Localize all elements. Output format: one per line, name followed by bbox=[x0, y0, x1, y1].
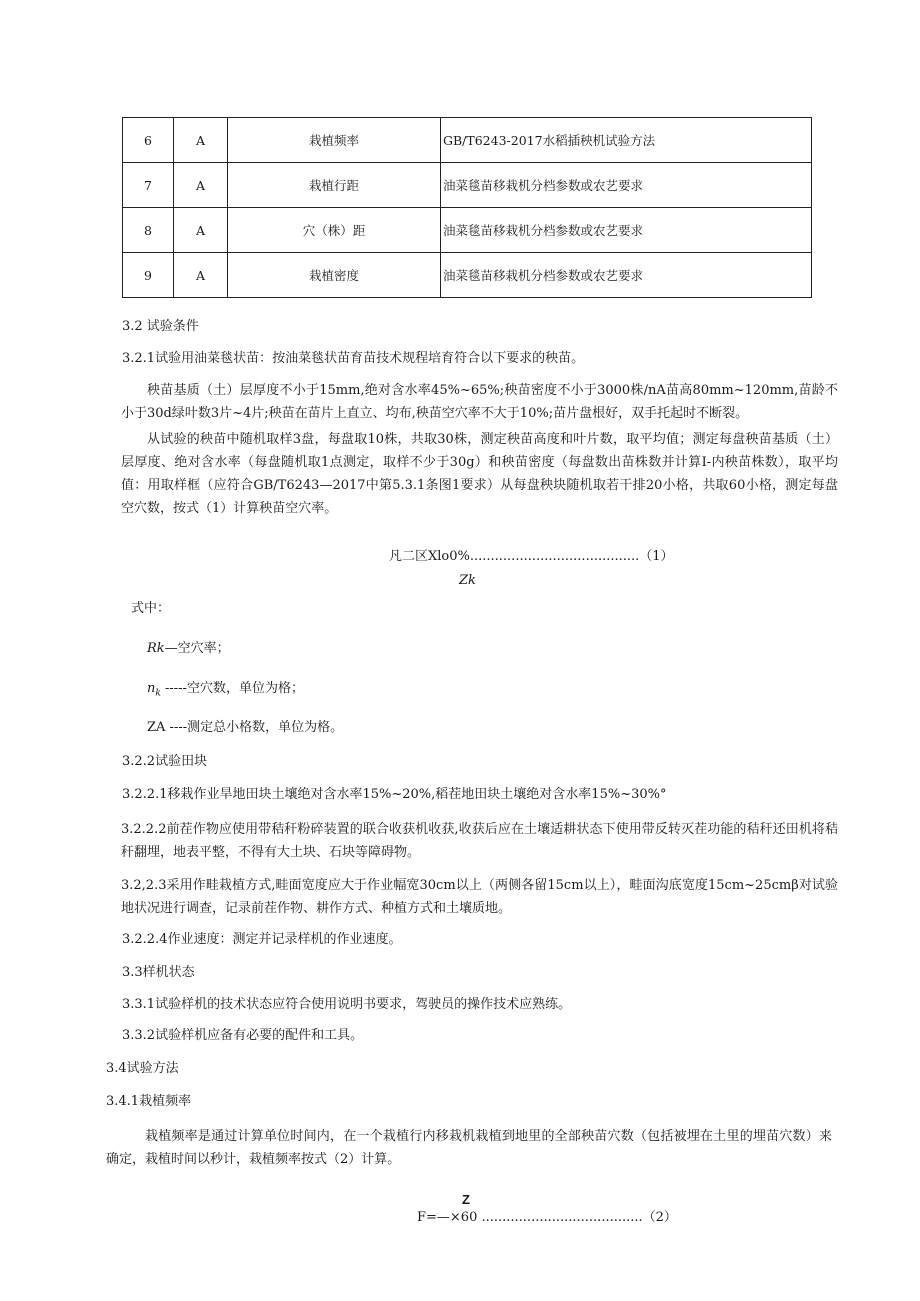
row-item: 穴（株）距 bbox=[228, 208, 441, 253]
row-class: A bbox=[174, 253, 228, 298]
section-3-4-heading: 3.4试验方法 bbox=[106, 1061, 179, 1076]
section-3-3-2: 3.3.2试验样机应备有必要的配件和工具。 bbox=[122, 1028, 364, 1043]
spec-table bbox=[122, 117, 812, 298]
section-3-2-heading: 3.2 试验条件 bbox=[122, 319, 199, 334]
row-basis: 油菜毯苗移栽机分档参数或农艺要求 bbox=[441, 208, 812, 253]
row-class: A bbox=[174, 118, 228, 163]
formula-2: F=—×60 .......................................（2） bbox=[417, 1210, 677, 1225]
section-3-2-2-4: 3.2.2.4作业速度：测定并记录样机的作业速度。 bbox=[122, 932, 402, 947]
row-item: 栽植密度 bbox=[228, 253, 441, 298]
row-item: 栽植行距 bbox=[228, 163, 441, 208]
definition-za: ZA ----测定总小格数，单位为格。 bbox=[147, 720, 344, 735]
section-3-4-1-heading: 3.4.1栽植频率 bbox=[106, 1094, 192, 1109]
definition-nk-text: -----空穴数，单位为格； bbox=[160, 681, 304, 696]
row-class: A bbox=[174, 208, 228, 253]
table-row bbox=[123, 118, 812, 163]
section-3-2-2-2: 3.2.2.2前茬作物应使用带秸秆粉碎装置的联合收获机收获,收获后应在土壤适耕状态下使用带反转灭茬功能的秸秆还田机将秸秆翻埋，地表平整，不得有大土块、石块等障碍物。 bbox=[121, 822, 838, 860]
definition-rk bbox=[147, 640, 230, 658]
formula-1: 凡二区Xlo0%.........................................（1） bbox=[389, 549, 674, 564]
row-number: 7 bbox=[123, 163, 174, 208]
section-3-2-1-heading: 3.2.1试验用油菜毯状苗：按油菜毯状苗育苗技术规程培育符合以下要求的秧苗。 bbox=[122, 351, 585, 366]
row-basis: GB/T6243-2017水稻插秧机试验方法 bbox=[441, 118, 812, 163]
row-basis: 油菜毯苗移栽机分档参数或农艺要求 bbox=[441, 253, 812, 298]
definition-nk bbox=[147, 680, 304, 703]
formula-2-numerator: Z bbox=[462, 1192, 470, 1207]
row-class: A bbox=[174, 163, 228, 208]
symbol-n: n bbox=[147, 681, 156, 696]
seedling-requirements-paragraph: 秧苗基质（土）层厚度不小于15mm,绝对含水率45%~65%;秧苗密度不小于3000株/nA苗高80mm~120mm,苗龄不小于30d绿叶数3片~4片;秧苗在苗片上直立、均布,秧苗空穴率不大于10%;苗片盘根好，双手托起时不断裂。 bbox=[121, 383, 838, 421]
section-3-2-2-1: 3.2.2.1移栽作业旱地田块土壤绝对含水率15%~20%,稻茬地田块土壤绝对含水率15%~30%° bbox=[122, 787, 667, 802]
section-3-2-2-3: 3.2,2.3采用作畦栽植方式,畦面宽度应大于作业幅宽30cm以上（两侧各留15cm以上），畦面沟底宽度15cm~25cmβ对试验地状况进行调查，记录前茬作物、耕作方式、种植方式和土壤质地。 bbox=[121, 878, 838, 916]
row-number: 8 bbox=[123, 208, 174, 253]
row-number: 6 bbox=[123, 118, 174, 163]
row-number: 9 bbox=[123, 253, 174, 298]
planting-frequency-paragraph: 栽植频率是通过计算单位时间内，在一个栽植行内移栽机栽植到地里的全部秧苗穴数（包括被埋在土里的埋苗穴数）来确定，栽植时间以秒计，栽植频率按式（2）计算。 bbox=[106, 1129, 832, 1167]
symbol-rk: Rk bbox=[147, 641, 165, 656]
table-row bbox=[123, 208, 812, 253]
row-basis: 油菜毯苗移栽机分档参数或农艺要求 bbox=[441, 163, 812, 208]
table-row bbox=[123, 253, 812, 298]
sampling-method-paragraph: 从试验的秧苗中随机取样3盘，每盘取10株，共取30株，测定秧苗高度和叶片数，取平均值；测定每盘秧苗基质（土）层厚度、绝对含水率（每盘随机取1点测定，取样不少于30g）和秧苗密度（每盘数出苗株数并计算I-内秧苗株数），取平均值：用取样框（应符合GB/T6243—2017中第5.3.1条图1要求）从每盘秧块随机取若干排20小格，共取60小格，测定每盘空穴数，按式（1）计算秧苗空穴率。 bbox=[121, 432, 838, 516]
table-row bbox=[123, 163, 812, 208]
symbol-n-subscript: k bbox=[155, 688, 161, 699]
section-3-2-2-heading: 3.2.2试验田块 bbox=[122, 754, 208, 769]
where-label: 式中： bbox=[131, 601, 171, 616]
formula-1-denominator: Zk bbox=[459, 573, 476, 588]
definition-rk-text: —空穴率； bbox=[164, 641, 230, 656]
section-3-3-heading: 3.3样机状态 bbox=[122, 965, 195, 980]
row-item: 栽植频率 bbox=[228, 118, 441, 163]
section-3-3-1: 3.3.1试验样机的技术状态应符合使用说明书要求，驾驶员的操作技术应熟练。 bbox=[122, 997, 572, 1012]
